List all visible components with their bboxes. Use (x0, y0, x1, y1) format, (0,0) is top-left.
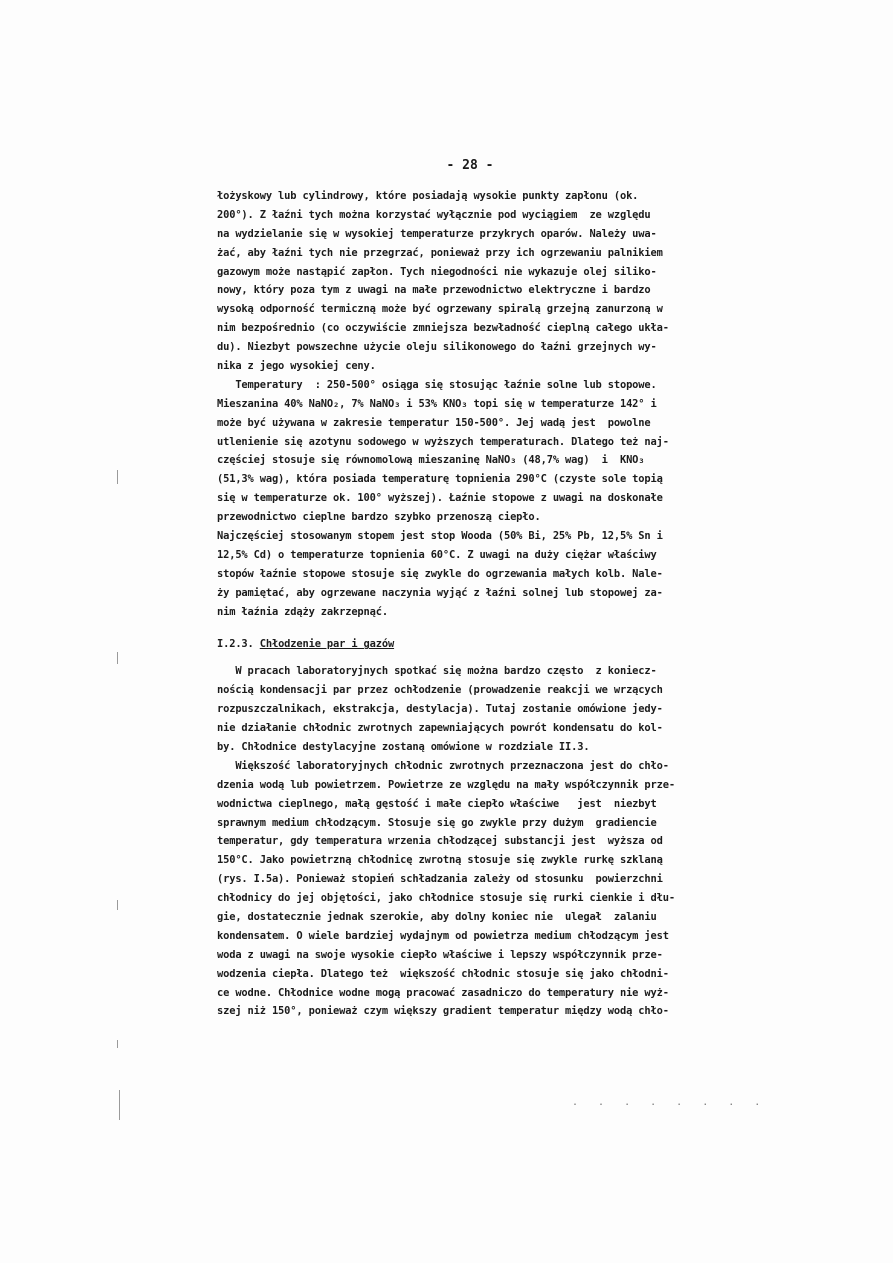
text-line: ce wodne. Chłodnice wodne mogą pracować zasadniczo do temperatury nie wyż- (217, 986, 669, 999)
section-number: I.2.3. (217, 638, 254, 651)
scan-mark (119, 1090, 120, 1120)
text-line: Temperatury : 250-500° osiąga się stosując łaźnie solne lub stopowe. (217, 378, 657, 391)
scan-mark (117, 470, 118, 484)
text-line: gazowym może nastąpić zapłon. Tych niegodności nie wykazuje olej siliko- (217, 265, 657, 278)
section-title: Chłodzenie par i gazów (259, 638, 395, 651)
text-line: rozpuszczalnikach, ekstrakcja, destylacja). Tutaj zostanie omówione jedy- (217, 703, 663, 716)
text-line: gie, dostatecznie jednak szerokie, aby dolny koniec nie ulegał zalaniu (217, 910, 657, 923)
page-number: - 28 - (446, 158, 494, 173)
text-line: (rys. I.5a). Ponieważ stopień schładzania zależy od stosunku powierzchni (217, 873, 663, 886)
text-line: chłodnicy do jej objętości, jako chłodnice stosuje się rurki cienkie i dłu- (217, 892, 675, 905)
text-line: Najczęściej stosowanym stopem jest stop Wooda (50% Bi, 25% Pb, 12,5% Sn i (217, 530, 663, 543)
text-line: sprawnym medium chłodzącym. Stosuje się go zwykle przy dużym gradiencie (217, 816, 657, 829)
text-line: Mieszanina 40% NaNO₂, 7% NaNO₃ i 53% KNO₃ topi się w temperaturze 142° i (217, 397, 657, 410)
text-line: nim łaźnia zdąży zakrzepnąć. (217, 605, 388, 618)
text-line: kondensatem. O wiele bardziej wydajnym od powietrza medium chłodzącym jest (217, 929, 669, 942)
scan-mark (117, 1040, 118, 1048)
text-line: dzenia wodą lub powietrzem. Powietrze ze względu na mały współczynnik prze- (217, 778, 675, 791)
text-line: 150°C. Jako powietrzną chłodnicę zwrotną stosuje się zwykle rurkę szklaną (217, 854, 663, 867)
text-line: stopów łaźnie stopowe stosuje się zwykle do ogrzewania małych kolb. Nale- (217, 567, 663, 580)
text-line: może być używana w zakresie temperatur 150-500°. Jej wadą jest powolne (217, 416, 651, 429)
text-line: du). Niezbyt powszechne użycie oleju silikonowego do łaźni grzejnych wy- (217, 341, 657, 354)
text-line: się w temperaturze ok. 100° wyższej). Łaźnie stopowe z uwagi na doskonałe (217, 492, 663, 505)
text-line: nim bezpośrednio (co oczywiście zmniejsza bezwładność cieplną całego ukła- (217, 322, 669, 335)
text-line: na wydzielanie się w wysokiej temperaturze przykrych oparów. Należy uwa- (217, 227, 657, 240)
text-line: wysoką odporność termiczną może być ogrzewany spiralą grzejną zanurzoną w (217, 303, 663, 316)
section-heading (217, 635, 737, 654)
text-line: W pracach laboratoryjnych spotkać się można bardzo często z koniecz- (217, 665, 657, 678)
text-line: woda z uwagi na swoje wysokie ciepło właściwe i lepszy współczynnik prze- (217, 948, 663, 961)
text-line: wodzenia ciepła. Dlatego też większość chłodnic stosuje się jako chłodni- (217, 967, 669, 980)
text-line: ży pamiętać, aby ogrzewane naczynia wyjąć z łaźni solnej lub stopowej za- (217, 586, 663, 599)
text-line: nowy, który poza tym z uwagi na małe przewodnictwo elektryczne i bardzo (217, 284, 651, 297)
text-line: nością kondensacji par przez ochłodzenie (prowadzenie reakcji we wrzących (217, 684, 663, 697)
text-line: częściej stosuje się równomolową mieszaninę NaNO₃ (48,7% wag) i KNO₃ (217, 454, 645, 467)
text-line: żać, aby łaźni tych nie przegrzać, ponieważ przy ich ogrzewaniu palnikiem (217, 246, 663, 259)
text-line: utlenienie się azotynu sodowego w wyższych temperaturach. Dlatego też naj- (217, 435, 669, 448)
text-line: Większość laboratoryjnych chłodnic zwrotnych przeznaczona jest do chło- (217, 759, 669, 772)
body-text (217, 187, 737, 1021)
text-line: nie działanie chłodnic zwrotnych zapewniających powrót kondensatu do kol- (217, 722, 663, 735)
scan-mark (117, 652, 118, 664)
text-line: 200°). Z łaźni tych można korzystać wyłącznie pod wyciągiem ze względu (217, 208, 651, 221)
scan-mark (117, 900, 118, 910)
text-line: łożyskowy lub cylindrowy, które posiadają wysokie punkty zapłonu (ok. (217, 190, 639, 202)
text-line: nika z jego wysokiej ceny. (217, 360, 376, 373)
paragraph-salt-baths (217, 376, 737, 622)
text-line: wodnictwa cieplnego, małą gęstość i małe ciepło właściwe jest niezbyt (217, 797, 657, 810)
text-line: 12,5% Cd) o temperaturze topnienia 60°C. Z uwagi na duży ciężar właściwy (217, 548, 657, 561)
paragraph-condensation (217, 662, 737, 756)
scan-dots: . . . . . . . . (572, 1097, 768, 1108)
text-line: by. Chłodnice destylacyjne zostaną omówione w rozdziale II.3. (217, 740, 590, 753)
text-line: przewodnictwo cieplne bardzo szybko przenoszą ciepło. (217, 511, 541, 524)
text-line: (51,3% wag), która posiada temperaturę topnienia 290°C (czyste sole topią (217, 473, 663, 486)
text-line: szej niż 150°, ponieważ czym większy gradient temperatur między wodą chło- (217, 1005, 669, 1018)
paragraph-condensers (217, 757, 737, 1021)
paragraph-oil-baths (217, 187, 737, 376)
text-line: temperatur, gdy temperatura wrzenia chłodzącej substancji jest wyższa od (217, 835, 663, 848)
